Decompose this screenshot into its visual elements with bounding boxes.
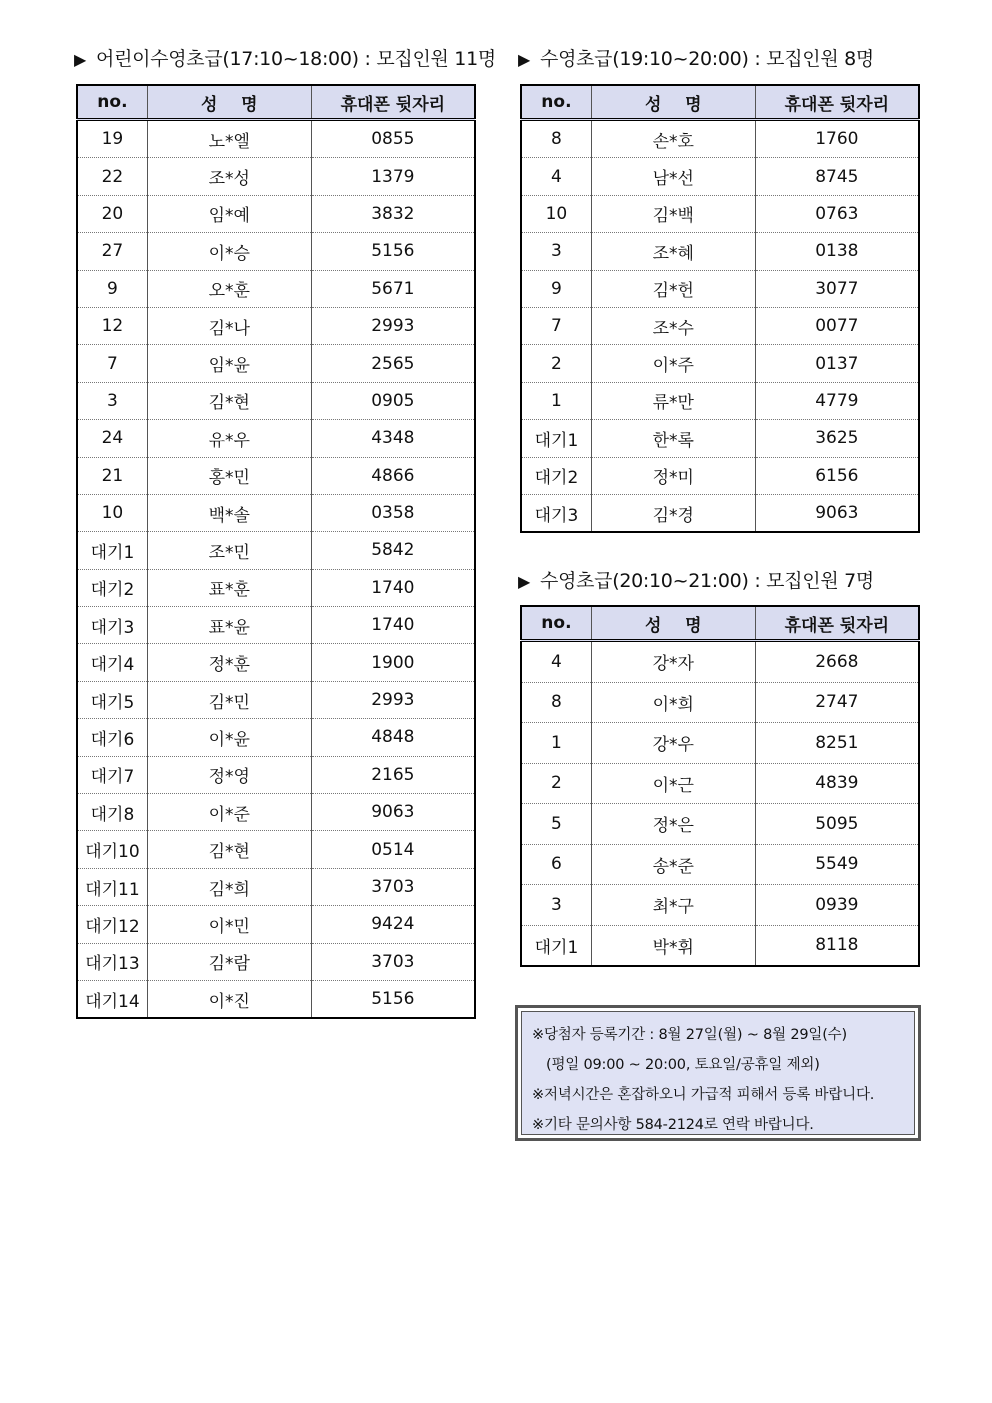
- cell-phone: 4779: [755, 382, 919, 419]
- notice-evening-crowd: ※저녁시간은 혼잡하오니 가급적 피해서 등록 바랍니다.: [532, 1087, 875, 1103]
- notice-contact: ※기타 문의사항 584-2124로 연락 바랍니다.: [532, 1117, 814, 1133]
- cell-no: 10: [77, 494, 147, 531]
- header-no: no.: [77, 85, 147, 120]
- table-header-row: [521, 606, 919, 641]
- triangle-right-icon: ▶: [74, 50, 87, 69]
- table-row: [77, 120, 475, 158]
- header-phone: 휴대폰 뒷자리: [755, 606, 919, 641]
- cell-name: 이*주: [591, 345, 755, 382]
- cell-phone: 8251: [755, 723, 919, 764]
- cell-name: 강*자: [591, 641, 755, 683]
- table-row: [77, 980, 475, 1018]
- cell-name: 홍*민: [147, 457, 311, 494]
- table-beginner-1910: [520, 84, 920, 533]
- table-row: [521, 158, 919, 195]
- table-header-row: [77, 85, 475, 120]
- table-row: [521, 641, 919, 683]
- table-row: [521, 494, 919, 532]
- cell-phone: 5671: [311, 270, 475, 307]
- cell-no: 22: [77, 158, 147, 195]
- cell-name: 조*민: [147, 532, 311, 569]
- cell-no: 7: [521, 307, 591, 344]
- cell-no: 19: [101, 129, 124, 150]
- cell-name: 정*미: [591, 457, 755, 494]
- cell-phone: 2565: [311, 345, 475, 382]
- cell-phone: 5156: [311, 980, 475, 1018]
- cell-phone: 1760: [755, 120, 919, 158]
- cell-phone: 2747: [755, 682, 919, 723]
- cell-name: 강*우: [591, 723, 755, 764]
- table-row: [77, 345, 475, 382]
- cell-name: 이*승: [147, 233, 311, 270]
- section-title-beginner-2010: [518, 566, 874, 593]
- table-row: [77, 794, 475, 831]
- cell-phone: 9063: [755, 494, 919, 532]
- header-name: 성 명: [591, 606, 755, 641]
- cell-no: 6: [521, 844, 591, 885]
- cell-name: 김*헌: [591, 270, 755, 307]
- cell-no: 대기1: [521, 925, 591, 966]
- table-row: [521, 420, 919, 457]
- cell-name: 손*호: [591, 120, 755, 158]
- cell-no: 대기11: [77, 868, 147, 905]
- cell-name: 김*민: [147, 681, 311, 718]
- header-name: 성 명: [591, 85, 755, 120]
- cell-no: 4: [521, 158, 591, 195]
- cell-no: 대기4: [77, 644, 147, 681]
- cell-phone: 1740: [311, 607, 475, 644]
- table-row: [77, 270, 475, 307]
- table-row: [77, 307, 475, 344]
- table-row: [77, 607, 475, 644]
- table-row: [521, 382, 919, 419]
- table-row: [77, 756, 475, 793]
- notice-hours: (평일 09:00 ~ 20:00, 토요일/공휴일 제외): [546, 1057, 820, 1073]
- header-phone: 휴대폰 뒷자리: [755, 85, 919, 120]
- cell-name: 오*훈: [147, 270, 311, 307]
- cell-no: 3: [521, 233, 591, 270]
- cell-no: 대기10: [77, 831, 147, 868]
- cell-no: 3: [521, 885, 591, 926]
- cell-no: 대기1: [521, 420, 591, 457]
- cell-name: 이*윤: [147, 719, 311, 756]
- section-title-kids-beginner: [74, 44, 496, 71]
- table-row: [521, 457, 919, 494]
- table-row: [521, 233, 919, 270]
- triangle-right-icon: ▶: [518, 50, 531, 69]
- table-row: [77, 420, 475, 457]
- cell-name: 김*현: [147, 382, 311, 419]
- cell-no: 27: [77, 233, 147, 270]
- cell-no: 2: [521, 345, 591, 382]
- cell-name: 김*희: [147, 868, 311, 905]
- header-name: 성 명: [147, 85, 311, 120]
- cell-name: 조*혜: [591, 233, 755, 270]
- cell-phone: 3703: [311, 943, 475, 980]
- table-row: [77, 494, 475, 531]
- cell-phone: 0939: [755, 885, 919, 926]
- cell-phone: 0138: [755, 233, 919, 270]
- cell-phone: 8745: [755, 158, 919, 195]
- cell-no: 대기1: [77, 532, 147, 569]
- table-row: [77, 457, 475, 494]
- cell-phone: 5095: [755, 804, 919, 845]
- cell-phone: 9063: [311, 794, 475, 831]
- cell-phone: 8118: [755, 925, 919, 966]
- table-header-row: [521, 85, 919, 120]
- table-row: [77, 569, 475, 606]
- table-row: [77, 644, 475, 681]
- cell-name: 정*은: [591, 804, 755, 845]
- cell-no: 대기7: [77, 756, 147, 793]
- table-row: [77, 382, 475, 419]
- cell-phone: 0077: [755, 307, 919, 344]
- cell-phone: 0905: [311, 382, 475, 419]
- table-row: [521, 120, 919, 158]
- cell-no: 12: [77, 307, 147, 344]
- table-row: [521, 885, 919, 926]
- cell-no: 대기3: [521, 494, 591, 532]
- cell-no: 20: [77, 195, 147, 232]
- cell-phone: 9424: [311, 906, 475, 943]
- cell-no: 대기3: [77, 607, 147, 644]
- cell-no: 2: [521, 763, 591, 804]
- cell-phone: 0514: [311, 831, 475, 868]
- table-row: [521, 804, 919, 845]
- cell-phone: 3703: [311, 868, 475, 905]
- cell-name: 백*솔: [147, 494, 311, 531]
- section-title-text: 어린이수영초급(17:10~18:00) : 모집인원 11명: [96, 48, 496, 70]
- cell-phone: 0358: [311, 494, 475, 531]
- cell-phone: 1740: [311, 569, 475, 606]
- table-beginner-2010: [520, 605, 920, 967]
- cell-name: 이*진: [147, 980, 311, 1018]
- cell-no: 9: [521, 270, 591, 307]
- cell-name: 남*선: [591, 158, 755, 195]
- table-row: [77, 233, 475, 270]
- cell-name: 임*윤: [147, 345, 311, 382]
- cell-name: 임*예: [147, 195, 311, 232]
- cell-name: 노*엘: [147, 120, 311, 158]
- cell-no: 대기14: [77, 980, 147, 1018]
- cell-phone: 1900: [311, 644, 475, 681]
- cell-phone: 0855: [311, 120, 475, 158]
- table-row: [521, 345, 919, 382]
- cell-no: 대기13: [77, 943, 147, 980]
- table-row: [521, 925, 919, 966]
- table-row: [77, 719, 475, 756]
- cell-phone: 2993: [311, 681, 475, 718]
- cell-no: 대기2: [77, 569, 147, 606]
- cell-name: 조*성: [147, 158, 311, 195]
- header-no: no.: [521, 85, 591, 120]
- cell-no: 3: [77, 382, 147, 419]
- table-row: [521, 723, 919, 764]
- table-row: [77, 158, 475, 195]
- cell-phone: 4848: [311, 719, 475, 756]
- table-row: [77, 868, 475, 905]
- cell-name: 표*훈: [147, 569, 311, 606]
- section-title-text: 수영초급(20:10~21:00) : 모집인원 7명: [540, 570, 874, 592]
- cell-phone: 2668: [755, 641, 919, 683]
- table-row: [521, 844, 919, 885]
- notice-inner: [521, 1011, 915, 1135]
- cell-phone: 3077: [755, 270, 919, 307]
- cell-no: 21: [77, 457, 147, 494]
- cell-name: 한*록: [591, 420, 755, 457]
- cell-name: 정*훈: [147, 644, 311, 681]
- cell-name: 정*영: [147, 756, 311, 793]
- table-row: [521, 763, 919, 804]
- table-row: [77, 195, 475, 232]
- cell-no: 1: [521, 723, 591, 764]
- cell-phone: 2165: [311, 756, 475, 793]
- cell-phone: 4839: [755, 763, 919, 804]
- cell-no: 대기5: [77, 681, 147, 718]
- cell-phone: 5842: [311, 532, 475, 569]
- cell-no: 대기2: [521, 457, 591, 494]
- triangle-right-icon: ▶: [518, 572, 531, 591]
- cell-name: 송*준: [591, 844, 755, 885]
- cell-name: 표*윤: [147, 607, 311, 644]
- cell-phone: 6156: [755, 457, 919, 494]
- cell-no: 4: [551, 651, 562, 672]
- cell-phone: 5156: [311, 233, 475, 270]
- table-row: [521, 307, 919, 344]
- cell-phone: 4348: [311, 420, 475, 457]
- cell-name: 류*만: [591, 382, 755, 419]
- table-row: [77, 943, 475, 980]
- cell-name: 유*우: [147, 420, 311, 457]
- cell-name: 이*준: [147, 794, 311, 831]
- table-row: [77, 831, 475, 868]
- cell-no: 5: [521, 804, 591, 845]
- cell-phone: 1379: [311, 158, 475, 195]
- cell-phone: 0137: [755, 345, 919, 382]
- cell-name: 최*구: [591, 885, 755, 926]
- cell-phone: 0763: [755, 195, 919, 232]
- cell-name: 김*현: [147, 831, 311, 868]
- cell-no: 1: [521, 382, 591, 419]
- cell-name: 김*경: [591, 494, 755, 532]
- table-row: [77, 681, 475, 718]
- notice-registration-period: ※당첨자 등록기간 : 8월 27일(월) ~ 8월 29일(수): [532, 1027, 847, 1043]
- header-phone: 휴대폰 뒷자리: [311, 85, 475, 120]
- cell-no: 8: [521, 682, 591, 723]
- table-row: [521, 270, 919, 307]
- cell-name: 박*휘: [591, 925, 755, 966]
- notice-box: [515, 1005, 921, 1141]
- header-no: no.: [521, 606, 591, 641]
- cell-name: 이*근: [591, 763, 755, 804]
- section-title-text: 수영초급(19:10~20:00) : 모집인원 8명: [540, 48, 874, 70]
- cell-phone: 4866: [311, 457, 475, 494]
- section-title-beginner-1910: [518, 44, 874, 71]
- cell-no: 대기6: [77, 719, 147, 756]
- cell-no: 8: [551, 129, 562, 150]
- cell-no: 7: [77, 345, 147, 382]
- table-row: [521, 195, 919, 232]
- cell-no: 대기12: [77, 906, 147, 943]
- table-row: [77, 906, 475, 943]
- table-row: [77, 532, 475, 569]
- cell-phone: 3832: [311, 195, 475, 232]
- cell-no: 대기8: [77, 794, 147, 831]
- cell-phone: 3625: [755, 420, 919, 457]
- cell-name: 이*민: [147, 906, 311, 943]
- cell-phone: 5549: [755, 844, 919, 885]
- cell-name: 김*람: [147, 943, 311, 980]
- table-kids-beginner: [76, 84, 476, 1019]
- cell-no: 24: [77, 420, 147, 457]
- cell-name: 김*백: [591, 195, 755, 232]
- cell-no: 10: [521, 195, 591, 232]
- table-row: [521, 682, 919, 723]
- cell-name: 조*수: [591, 307, 755, 344]
- cell-name: 이*희: [591, 682, 755, 723]
- cell-phone: 2993: [311, 307, 475, 344]
- cell-no: 9: [77, 270, 147, 307]
- cell-name: 김*나: [147, 307, 311, 344]
